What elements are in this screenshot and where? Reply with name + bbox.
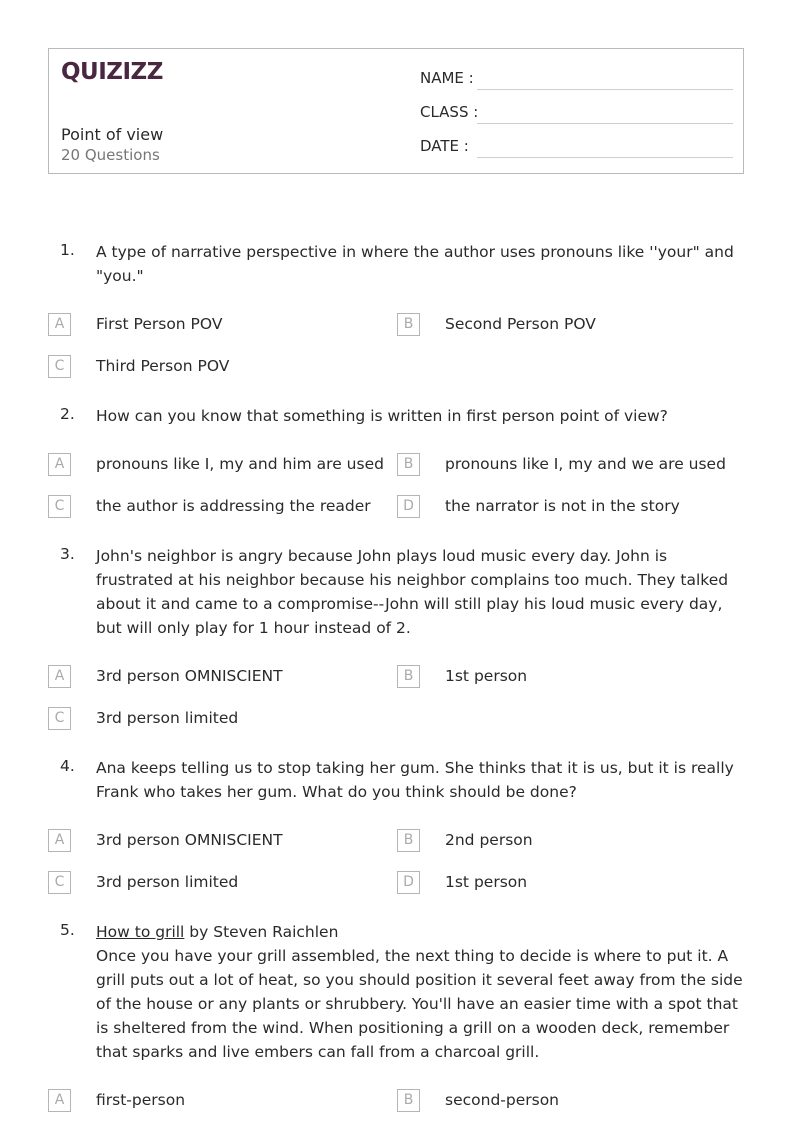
question-3-text: John's neighbor is angry because John plays loud music every day. John is frustrated at his neighbor because his neighbor complains too much. They talked about it and came to a compromise--John will still play his loud music every day, but will only play for 1 hour instead of 2. — [96, 547, 729, 637]
question-4-option-b-box[interactable]: B — [397, 829, 420, 852]
question-1-option-a-box[interactable]: A — [48, 313, 71, 336]
question-count: 20 Questions — [61, 146, 160, 164]
question-5-option-b-box[interactable]: B — [397, 1089, 420, 1112]
question-2-option-a-box[interactable]: A — [48, 453, 71, 476]
question-5-title-underlined: How to grill — [96, 923, 185, 941]
question-5-number: 5. — [60, 921, 75, 939]
question-3-option-b-text: 1st person — [445, 667, 528, 685]
question-4-option-a-box[interactable]: A — [48, 829, 71, 852]
question-2-option-a-text: pronouns like I, my and him are used — [96, 455, 384, 473]
question-4-option-b-text: 2nd person — [445, 831, 533, 849]
question-1-number: 1. — [60, 241, 75, 259]
date-label: DATE : — [420, 137, 469, 155]
class-line[interactable] — [477, 123, 733, 124]
worksheet-header — [48, 48, 744, 174]
question-5-title-rest: by Steven Raichlen — [184, 923, 339, 941]
question-4-option-d-box[interactable]: D — [397, 871, 420, 894]
date-line[interactable] — [477, 157, 733, 158]
question-5-option-a-text: first-person — [96, 1091, 186, 1109]
question-5-text: Once you have your grill assembled, the next thing to decide is where to put it. A grill puts out a lot of heat, so you should position it several feet away from the side of the house or any plants or shrubbery. You'll have an easier time with a spot that is sheltered from the wind. When positioning a grill on a wooden deck, remember that sparks and live embers can fall from a charcoal grill. — [96, 947, 743, 1061]
question-2-option-d-text: the narrator is not in the story — [445, 497, 680, 515]
question-4-number: 4. — [60, 757, 75, 775]
question-2-option-b-text: pronouns like I, my and we are used — [445, 455, 726, 473]
class-label: CLASS : — [420, 103, 479, 121]
question-2-option-b-box[interactable]: B — [397, 453, 420, 476]
question-3-option-b-box[interactable]: B — [397, 665, 420, 688]
name-line[interactable] — [477, 89, 733, 90]
name-label: NAME : — [420, 69, 474, 87]
question-3-option-c-box[interactable]: C — [48, 707, 71, 730]
question-1-option-b-box[interactable]: B — [397, 313, 420, 336]
question-1-option-c-text: Third Person POV — [96, 357, 230, 375]
question-3-option-c-text: 3rd person limited — [96, 709, 239, 727]
question-5-option-a-box[interactable]: A — [48, 1089, 71, 1112]
quizizz-logo: QUIZIZZ — [61, 59, 163, 85]
worksheet-title: Point of view — [61, 125, 164, 144]
question-3-option-a-text: 3rd person OMNISCIENT — [96, 667, 283, 685]
question-5-option-b-text: second-person — [445, 1091, 560, 1109]
question-1-option-c-box[interactable]: C — [48, 355, 71, 378]
question-2-option-c-text: the author is addressing the reader — [96, 497, 371, 515]
question-4-option-c-box[interactable]: C — [48, 871, 71, 894]
question-2-number: 2. — [60, 405, 75, 423]
question-4-option-a-text: 3rd person OMNISCIENT — [96, 831, 283, 849]
question-3-option-a-box[interactable]: A — [48, 665, 71, 688]
question-1-text: A type of narrative perspective in where the author uses pronouns like ''your" and "you." — [96, 243, 734, 285]
question-5-content — [96, 920, 744, 1064]
question-2-option-c-box[interactable]: C — [48, 495, 71, 518]
question-5-title-line — [96, 920, 744, 944]
question-4-option-c-text: 3rd person limited — [96, 873, 239, 891]
question-2-text: How can you know that something is written in first person point of view? — [96, 407, 668, 425]
question-3-number: 3. — [60, 545, 75, 563]
question-4-option-d-text: 1st person — [445, 873, 528, 891]
question-1-option-b-text: Second Person POV — [445, 315, 596, 333]
question-2-option-d-box[interactable]: D — [397, 495, 420, 518]
question-4-text: Ana keeps telling us to stop taking her gum. She thinks that it is us, but it is really Frank who takes her gum. What do you think should be done? — [96, 759, 734, 801]
question-1-option-a-text: First Person POV — [96, 315, 223, 333]
